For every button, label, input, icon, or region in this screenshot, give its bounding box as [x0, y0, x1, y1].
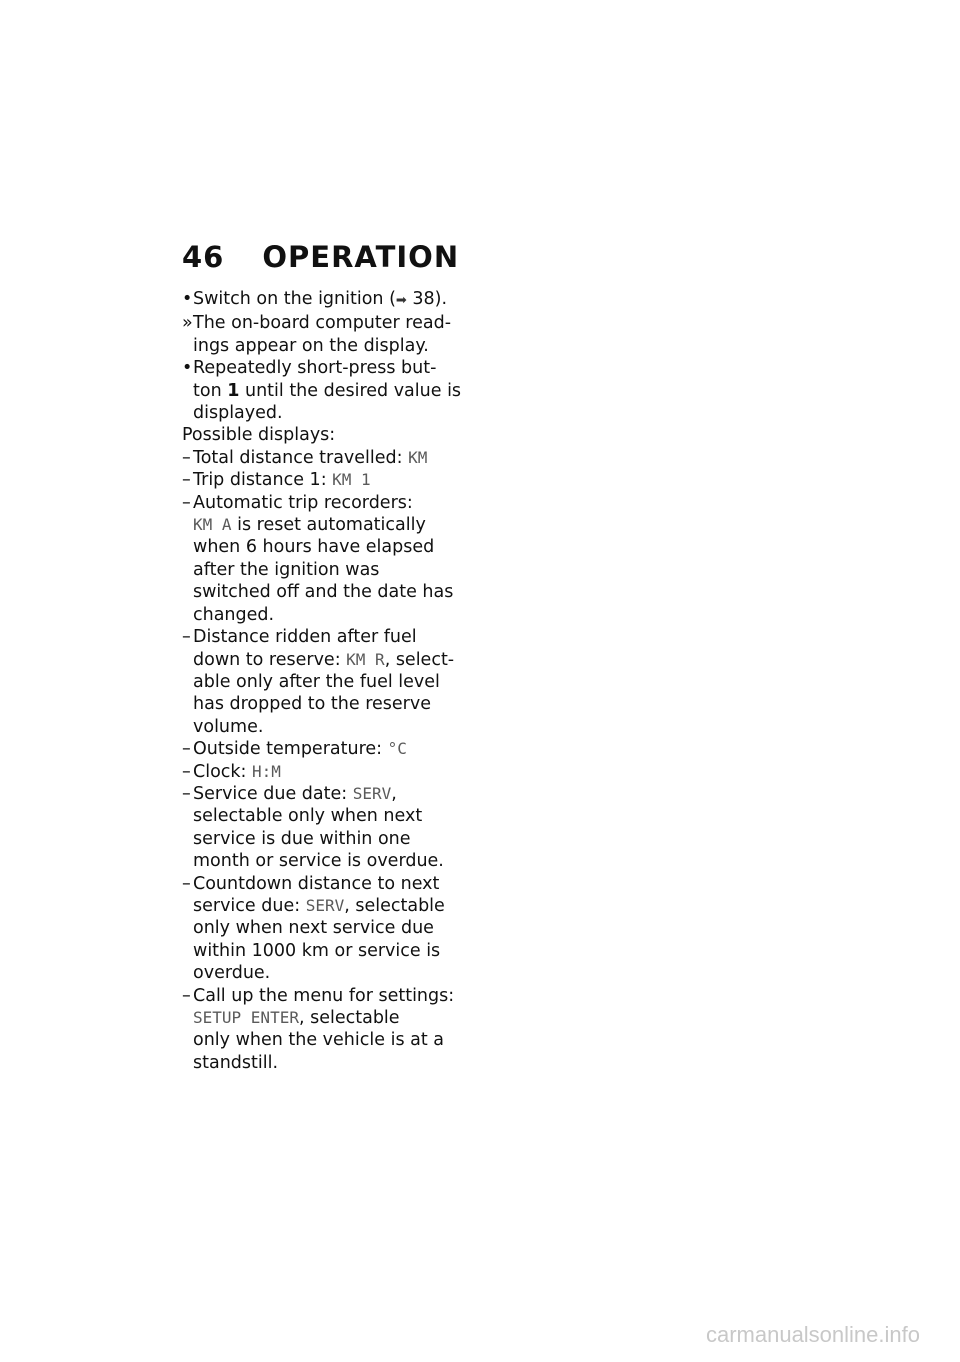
display-text: service due: [193, 895, 306, 916]
display-label: Trip distance 1: [193, 470, 333, 491]
display-text: month or service is overdue. [193, 851, 444, 872]
dash-marker: – [182, 985, 191, 1006]
display-text: volume. [193, 716, 264, 737]
dash-marker: – [182, 492, 191, 513]
step-switch-on-ignition [182, 288, 472, 312]
display-text: , select- [384, 649, 455, 670]
display-countdown-cont [182, 895, 472, 917]
dash-marker: – [182, 627, 191, 648]
display-auto-trip-cont [182, 559, 472, 581]
display-text: , [391, 783, 397, 804]
display-code: KM 1 [332, 470, 371, 490]
display-service-date [182, 783, 472, 805]
step-text: ton [193, 380, 228, 401]
display-auto-trip-cont [182, 604, 472, 626]
step-text: until the desired value is [239, 380, 462, 401]
display-setup-menu-cont [182, 1007, 472, 1029]
body-text [182, 288, 472, 1074]
display-setup-menu-cont [182, 1052, 472, 1074]
display-auto-trip [182, 492, 472, 514]
display-countdown [182, 873, 472, 895]
display-countdown-cont [182, 962, 472, 984]
display-setup-menu-cont [182, 1029, 472, 1051]
display-code: °C [387, 739, 407, 759]
display-code: KM R [346, 649, 385, 669]
display-text: is reset automatically [231, 515, 426, 536]
display-text: service is due within one [193, 828, 411, 849]
display-text: , selectable [344, 895, 445, 916]
dash-marker: – [182, 739, 191, 760]
button-number: 1 [227, 380, 240, 401]
display-text: after the ignition was [193, 559, 380, 580]
display-auto-trip-cont [182, 536, 472, 558]
display-label: Distance ridden after fuel [193, 627, 417, 648]
step-short-press [182, 357, 472, 379]
dash-marker: – [182, 447, 191, 468]
display-label: Call up the menu for settings: [193, 985, 455, 1006]
display-code: SERV [352, 783, 392, 803]
display-code: H:M [252, 761, 281, 781]
display-setup-menu [182, 985, 472, 1007]
display-service-date-cont [182, 828, 472, 850]
bullet-marker: • [182, 358, 193, 379]
display-label: Service due date: [193, 783, 353, 804]
display-text: within 1000 km or service is [193, 940, 441, 961]
dash-marker: – [182, 873, 191, 894]
display-reserve-distance-cont [182, 716, 472, 738]
watermark: carmanualsonline.info [705, 1322, 920, 1347]
display-service-date-cont [182, 850, 472, 872]
result-onboard-computer-cont [182, 335, 472, 357]
section-title: OPERATION [262, 240, 460, 274]
display-text: , selectable [298, 1008, 400, 1028]
display-label: Outside temperature: [193, 739, 388, 760]
display-text: when 6 hours have elapsed [193, 537, 435, 558]
dash-marker: – [182, 783, 191, 804]
display-clock [182, 761, 472, 783]
display-text: overdue. [193, 963, 271, 984]
step-text-line: displayed. [193, 403, 283, 424]
display-outside-temperature [182, 738, 472, 760]
display-countdown-cont [182, 940, 472, 962]
result-marker: » [182, 313, 193, 334]
result-text-line: ings appear on the display. [193, 335, 429, 356]
possible-displays-heading: Possible displays: [182, 425, 336, 446]
display-text: changed. [193, 604, 275, 625]
display-text: only when next service due [193, 918, 434, 939]
display-reserve-distance [182, 626, 472, 648]
display-text: has dropped to the reserve [193, 694, 431, 715]
step-text: Switch on the ignition ( [193, 289, 396, 309]
display-text: only when the vehicle is at a [193, 1030, 444, 1051]
page-reference: 38). [412, 289, 448, 309]
display-reserve-distance-cont [182, 671, 472, 693]
display-countdown-cont [182, 917, 472, 939]
display-text: down to reserve: [193, 649, 347, 670]
display-text: switched off and the date has [193, 582, 454, 603]
display-service-date-cont [182, 805, 472, 827]
step-text-line: Repeatedly short-press but- [193, 358, 437, 379]
display-text: standstill. [193, 1052, 279, 1073]
display-label: Clock: [193, 761, 253, 782]
dash-marker: – [182, 470, 191, 491]
display-code: KM A [193, 515, 232, 535]
page-number: 46 [182, 240, 225, 274]
display-code: KM [408, 447, 428, 467]
step-short-press-cont [182, 380, 472, 402]
display-text: able only after the fuel level [193, 671, 440, 692]
page-header [182, 240, 459, 274]
display-reserve-distance-cont [182, 649, 472, 671]
display-reserve-distance-cont [182, 693, 472, 715]
display-auto-trip-cont [182, 514, 472, 536]
arrow-right-icon: ➡ [395, 293, 407, 308]
display-auto-trip-cont [182, 581, 472, 603]
result-onboard-computer [182, 312, 472, 334]
display-label: Countdown distance to next [193, 873, 440, 894]
display-code: SERV [305, 895, 345, 915]
bullet-marker: • [182, 289, 193, 309]
dash-marker: – [182, 761, 191, 782]
display-total-distance [182, 447, 472, 469]
display-code: SETUP ENTER [193, 1008, 299, 1027]
display-text: selectable only when next [193, 806, 423, 827]
display-label: Automatic trip recorders: [193, 492, 413, 513]
step-short-press-cont [182, 402, 472, 424]
result-text-line: The on-board computer read- [193, 313, 452, 334]
display-trip-distance [182, 469, 472, 491]
display-label: Total distance travelled: [193, 447, 409, 468]
